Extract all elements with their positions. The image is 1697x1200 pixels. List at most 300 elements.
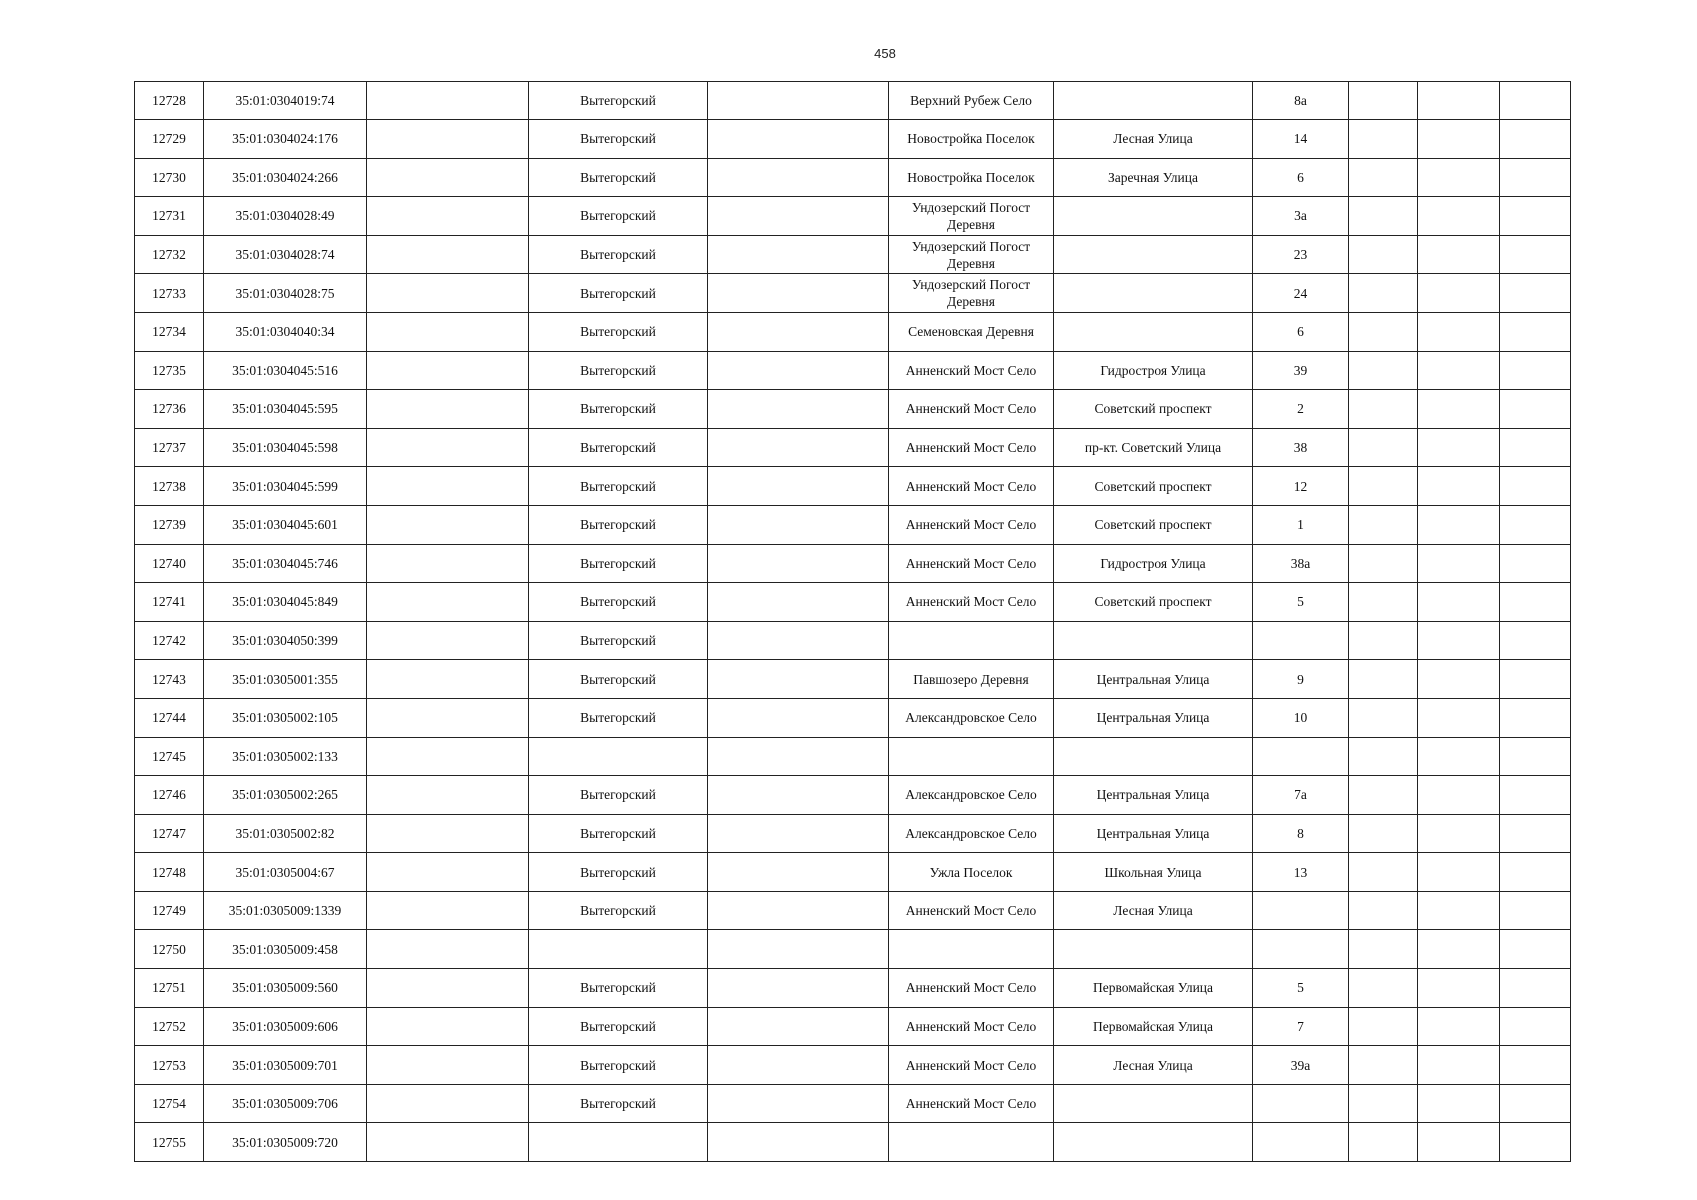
cadastral-number-cell: 35:01:0305002:105: [204, 698, 367, 737]
table-row: [135, 660, 1571, 699]
empty-cell: [1500, 969, 1571, 1008]
empty-cell: [367, 891, 529, 930]
empty-cell: [1349, 197, 1418, 236]
empty-cell: [1349, 467, 1418, 506]
row-number-cell: 12732: [135, 235, 204, 274]
cadastral-number-cell: 35:01:0305009:560: [204, 969, 367, 1008]
cadastral-number-cell: 35:01:0304045:595: [204, 390, 367, 429]
locality-cell: Ужла Поселок: [889, 853, 1054, 892]
empty-cell: [367, 621, 529, 660]
empty-cell: [367, 428, 529, 467]
empty-cell: [1500, 390, 1571, 429]
district-cell: [529, 930, 708, 969]
empty-cell: [1418, 1084, 1500, 1123]
district-cell: Вытегорский: [529, 82, 708, 120]
empty-cell: [708, 82, 889, 120]
row-number-cell: 12747: [135, 814, 204, 853]
empty-cell: [708, 969, 889, 1008]
street-cell: [1054, 235, 1253, 274]
street-cell: Первомайская Улица: [1054, 1007, 1253, 1046]
house-number-cell: [1253, 737, 1349, 776]
table-row: [135, 235, 1571, 274]
empty-cell: [708, 1123, 889, 1162]
house-number-cell: 10: [1253, 698, 1349, 737]
empty-cell: [1500, 1123, 1571, 1162]
empty-cell: [1349, 1084, 1418, 1123]
empty-cell: [708, 544, 889, 583]
empty-cell: [708, 158, 889, 197]
locality-cell: Анненский Мост Село: [889, 1046, 1054, 1085]
empty-cell: [708, 351, 889, 390]
locality-cell: Новостройка Поселок: [889, 120, 1054, 159]
table-row: [135, 930, 1571, 969]
table-row: [135, 467, 1571, 506]
empty-cell: [367, 737, 529, 776]
empty-cell: [708, 930, 889, 969]
street-cell: [1054, 312, 1253, 351]
district-cell: Вытегорский: [529, 158, 708, 197]
table-row: [135, 120, 1571, 159]
table-row: [135, 544, 1571, 583]
street-cell: Гидростроя Улица: [1054, 351, 1253, 390]
empty-cell: [1418, 930, 1500, 969]
district-cell: Вытегорский: [529, 1007, 708, 1046]
empty-cell: [1418, 274, 1500, 313]
empty-cell: [1349, 660, 1418, 699]
district-cell: Вытегорский: [529, 853, 708, 892]
district-cell: Вытегорский: [529, 235, 708, 274]
district-cell: Вытегорский: [529, 544, 708, 583]
empty-cell: [367, 544, 529, 583]
empty-cell: [1349, 120, 1418, 159]
street-cell: Заречная Улица: [1054, 158, 1253, 197]
empty-cell: [708, 197, 889, 236]
empty-cell: [708, 505, 889, 544]
house-number-cell: 3а: [1253, 197, 1349, 236]
house-number-cell: 1: [1253, 505, 1349, 544]
house-number-cell: [1253, 621, 1349, 660]
empty-cell: [1349, 621, 1418, 660]
district-cell: [529, 1123, 708, 1162]
empty-cell: [1418, 814, 1500, 853]
empty-cell: [708, 853, 889, 892]
district-cell: Вытегорский: [529, 312, 708, 351]
table-row: [135, 891, 1571, 930]
registry-table: [134, 81, 1571, 1162]
empty-cell: [1500, 312, 1571, 351]
street-cell: [1054, 621, 1253, 660]
empty-cell: [1500, 1084, 1571, 1123]
table-row: [135, 698, 1571, 737]
empty-cell: [1418, 467, 1500, 506]
table-row: [135, 82, 1571, 120]
empty-cell: [1349, 969, 1418, 1008]
cadastral-number-cell: 35:01:0305001:355: [204, 660, 367, 699]
locality-cell: Анненский Мост Село: [889, 467, 1054, 506]
house-number-cell: 5: [1253, 969, 1349, 1008]
street-cell: [1054, 1084, 1253, 1123]
street-cell: [1054, 197, 1253, 236]
house-number-cell: [1253, 930, 1349, 969]
cadastral-number-cell: 35:01:0305009:720: [204, 1123, 367, 1162]
cadastral-number-cell: 35:01:0304019:74: [204, 82, 367, 120]
district-cell: Вытегорский: [529, 1084, 708, 1123]
empty-cell: [1500, 351, 1571, 390]
empty-cell: [1500, 1046, 1571, 1085]
locality-cell: [889, 737, 1054, 776]
district-cell: Вытегорский: [529, 583, 708, 622]
cadastral-number-cell: 35:01:0305009:1339: [204, 891, 367, 930]
empty-cell: [1418, 776, 1500, 815]
empty-cell: [1349, 814, 1418, 853]
empty-cell: [1500, 120, 1571, 159]
locality-cell: Александровское Село: [889, 698, 1054, 737]
street-cell: [1054, 930, 1253, 969]
locality-cell: [889, 1123, 1054, 1162]
locality-cell: Анненский Мост Село: [889, 390, 1054, 429]
table-row: [135, 274, 1571, 313]
locality-cell: Павшозеро Деревня: [889, 660, 1054, 699]
locality-cell: Ундозерский Погост Деревня: [889, 235, 1054, 274]
empty-cell: [708, 274, 889, 313]
district-cell: Вытегорский: [529, 351, 708, 390]
row-number-cell: 12741: [135, 583, 204, 622]
empty-cell: [1418, 197, 1500, 236]
row-number-cell: 12738: [135, 467, 204, 506]
cadastral-number-cell: 35:01:0304028:49: [204, 197, 367, 236]
cadastral-number-cell: 35:01:0304045:601: [204, 505, 367, 544]
house-number-cell: 13: [1253, 853, 1349, 892]
empty-cell: [367, 351, 529, 390]
empty-cell: [367, 698, 529, 737]
empty-cell: [708, 776, 889, 815]
empty-cell: [367, 235, 529, 274]
empty-cell: [1418, 853, 1500, 892]
empty-cell: [708, 660, 889, 699]
empty-cell: [1500, 158, 1571, 197]
table-row: [135, 1123, 1571, 1162]
table-row: [135, 505, 1571, 544]
empty-cell: [1349, 505, 1418, 544]
district-cell: Вытегорский: [529, 660, 708, 699]
street-cell: Школьная Улица: [1054, 853, 1253, 892]
empty-cell: [1349, 891, 1418, 930]
empty-cell: [367, 82, 529, 120]
cadastral-number-cell: 35:01:0305009:458: [204, 930, 367, 969]
cadastral-number-cell: 35:01:0304028:75: [204, 274, 367, 313]
locality-cell: Ундозерский Погост Деревня: [889, 274, 1054, 313]
empty-cell: [1418, 737, 1500, 776]
row-number-cell: 12743: [135, 660, 204, 699]
empty-cell: [367, 1007, 529, 1046]
cadastral-number-cell: 35:01:0304040:34: [204, 312, 367, 351]
row-number-cell: 12733: [135, 274, 204, 313]
cadastral-number-cell: 35:01:0304024:176: [204, 120, 367, 159]
empty-cell: [1349, 1123, 1418, 1162]
empty-cell: [1500, 621, 1571, 660]
street-cell: Лесная Улица: [1054, 120, 1253, 159]
empty-cell: [1349, 1007, 1418, 1046]
locality-cell: [889, 621, 1054, 660]
street-cell: Советский проспект: [1054, 505, 1253, 544]
house-number-cell: 9: [1253, 660, 1349, 699]
row-number-cell: 12742: [135, 621, 204, 660]
row-number-cell: 12750: [135, 930, 204, 969]
house-number-cell: 5: [1253, 583, 1349, 622]
street-cell: Лесная Улица: [1054, 891, 1253, 930]
street-cell: Лесная Улица: [1054, 1046, 1253, 1085]
empty-cell: [1349, 274, 1418, 313]
street-cell: Советский проспект: [1054, 467, 1253, 506]
empty-cell: [1349, 235, 1418, 274]
row-number-cell: 12749: [135, 891, 204, 930]
locality-cell: Александровское Село: [889, 814, 1054, 853]
house-number-cell: 14: [1253, 120, 1349, 159]
empty-cell: [1349, 390, 1418, 429]
house-number-cell: 38а: [1253, 544, 1349, 583]
district-cell: Вытегорский: [529, 120, 708, 159]
street-cell: Первомайская Улица: [1054, 969, 1253, 1008]
empty-cell: [1500, 776, 1571, 815]
district-cell: Вытегорский: [529, 891, 708, 930]
empty-cell: [708, 621, 889, 660]
house-number-cell: 2: [1253, 390, 1349, 429]
table-row: [135, 1007, 1571, 1046]
empty-cell: [1418, 82, 1500, 120]
empty-cell: [1500, 930, 1571, 969]
empty-cell: [708, 698, 889, 737]
empty-cell: [367, 197, 529, 236]
empty-cell: [1349, 312, 1418, 351]
cadastral-number-cell: 35:01:0304045:516: [204, 351, 367, 390]
table-row: [135, 1046, 1571, 1085]
empty-cell: [367, 853, 529, 892]
empty-cell: [708, 312, 889, 351]
house-number-cell: 7: [1253, 1007, 1349, 1046]
table-row: [135, 312, 1571, 351]
street-cell: Советский проспект: [1054, 583, 1253, 622]
district-cell: Вытегорский: [529, 390, 708, 429]
empty-cell: [367, 274, 529, 313]
empty-cell: [1500, 82, 1571, 120]
empty-cell: [1418, 660, 1500, 699]
empty-cell: [708, 120, 889, 159]
empty-cell: [367, 660, 529, 699]
table-row: [135, 621, 1571, 660]
street-cell: [1054, 82, 1253, 120]
empty-cell: [1418, 583, 1500, 622]
empty-cell: [1500, 583, 1571, 622]
locality-cell: Семеновская Деревня: [889, 312, 1054, 351]
district-cell: Вытегорский: [529, 776, 708, 815]
empty-cell: [367, 467, 529, 506]
locality-cell: Верхний Рубеж Село: [889, 82, 1054, 120]
empty-cell: [708, 235, 889, 274]
row-number-cell: 12740: [135, 544, 204, 583]
cadastral-number-cell: 35:01:0305009:706: [204, 1084, 367, 1123]
row-number-cell: 12735: [135, 351, 204, 390]
locality-cell: Александровское Село: [889, 776, 1054, 815]
locality-cell: Анненский Мост Село: [889, 544, 1054, 583]
empty-cell: [1418, 120, 1500, 159]
empty-cell: [1500, 737, 1571, 776]
table-row: [135, 776, 1571, 815]
locality-cell: Новостройка Поселок: [889, 158, 1054, 197]
row-number-cell: 12730: [135, 158, 204, 197]
empty-cell: [708, 1007, 889, 1046]
empty-cell: [1418, 312, 1500, 351]
empty-cell: [1418, 969, 1500, 1008]
house-number-cell: 12: [1253, 467, 1349, 506]
row-number-cell: 12751: [135, 969, 204, 1008]
empty-cell: [1500, 274, 1571, 313]
empty-cell: [367, 969, 529, 1008]
street-cell: Центральная Улица: [1054, 698, 1253, 737]
row-number-cell: 12734: [135, 312, 204, 351]
empty-cell: [1418, 621, 1500, 660]
empty-cell: [367, 1123, 529, 1162]
house-number-cell: 23: [1253, 235, 1349, 274]
district-cell: Вытегорский: [529, 698, 708, 737]
table-row: [135, 583, 1571, 622]
house-number-cell: 8: [1253, 814, 1349, 853]
empty-cell: [1418, 891, 1500, 930]
row-number-cell: 12731: [135, 197, 204, 236]
empty-cell: [367, 505, 529, 544]
row-number-cell: 12739: [135, 505, 204, 544]
cadastral-number-cell: 35:01:0304050:399: [204, 621, 367, 660]
street-cell: [1054, 274, 1253, 313]
empty-cell: [1500, 544, 1571, 583]
street-cell: [1054, 1123, 1253, 1162]
house-number-cell: 7а: [1253, 776, 1349, 815]
street-cell: пр-кт. Советский Улица: [1054, 428, 1253, 467]
empty-cell: [1500, 505, 1571, 544]
empty-cell: [1349, 776, 1418, 815]
locality-cell: Анненский Мост Село: [889, 1084, 1054, 1123]
cadastral-number-cell: 35:01:0305009:701: [204, 1046, 367, 1085]
empty-cell: [708, 583, 889, 622]
empty-cell: [1418, 158, 1500, 197]
empty-cell: [708, 891, 889, 930]
house-number-cell: 38: [1253, 428, 1349, 467]
empty-cell: [1349, 930, 1418, 969]
locality-cell: Анненский Мост Село: [889, 583, 1054, 622]
cadastral-number-cell: 35:01:0304045:598: [204, 428, 367, 467]
empty-cell: [1500, 814, 1571, 853]
house-number-cell: 39а: [1253, 1046, 1349, 1085]
row-number-cell: 12752: [135, 1007, 204, 1046]
house-number-cell: 8а: [1253, 82, 1349, 120]
table-row: [135, 428, 1571, 467]
street-cell: Центральная Улица: [1054, 776, 1253, 815]
empty-cell: [708, 814, 889, 853]
empty-cell: [1418, 1123, 1500, 1162]
empty-cell: [1500, 1007, 1571, 1046]
row-number-cell: 12748: [135, 853, 204, 892]
district-cell: Вытегорский: [529, 1046, 708, 1085]
district-cell: Вытегорский: [529, 274, 708, 313]
empty-cell: [1418, 505, 1500, 544]
table-row: [135, 351, 1571, 390]
locality-cell: Анненский Мост Село: [889, 505, 1054, 544]
empty-cell: [708, 737, 889, 776]
row-number-cell: 12745: [135, 737, 204, 776]
empty-cell: [708, 1084, 889, 1123]
cadastral-number-cell: 35:01:0304045:746: [204, 544, 367, 583]
empty-cell: [1500, 698, 1571, 737]
empty-cell: [1349, 428, 1418, 467]
cadastral-number-cell: 35:01:0305009:606: [204, 1007, 367, 1046]
table-row: [135, 814, 1571, 853]
house-number-cell: 6: [1253, 158, 1349, 197]
row-number-cell: 12744: [135, 698, 204, 737]
street-cell: Советский проспект: [1054, 390, 1253, 429]
empty-cell: [367, 814, 529, 853]
empty-cell: [1418, 1046, 1500, 1085]
district-cell: Вытегорский: [529, 197, 708, 236]
cadastral-number-cell: 35:01:0305002:265: [204, 776, 367, 815]
empty-cell: [1349, 82, 1418, 120]
empty-cell: [367, 120, 529, 159]
empty-cell: [1418, 351, 1500, 390]
table-row: [135, 390, 1571, 429]
street-cell: [1054, 737, 1253, 776]
locality-cell: Анненский Мост Село: [889, 1007, 1054, 1046]
district-cell: Вытегорский: [529, 467, 708, 506]
empty-cell: [1349, 583, 1418, 622]
row-number-cell: 12755: [135, 1123, 204, 1162]
row-number-cell: 12737: [135, 428, 204, 467]
street-cell: Гидростроя Улица: [1054, 544, 1253, 583]
empty-cell: [1500, 197, 1571, 236]
table-row: [135, 158, 1571, 197]
empty-cell: [1418, 1007, 1500, 1046]
empty-cell: [708, 390, 889, 429]
empty-cell: [1418, 390, 1500, 429]
cadastral-number-cell: 35:01:0304028:74: [204, 235, 367, 274]
house-number-cell: [1253, 1084, 1349, 1123]
house-number-cell: 6: [1253, 312, 1349, 351]
row-number-cell: 12728: [135, 82, 204, 120]
empty-cell: [1500, 467, 1571, 506]
house-number-cell: [1253, 891, 1349, 930]
empty-cell: [1500, 428, 1571, 467]
row-number-cell: 12754: [135, 1084, 204, 1123]
cadastral-number-cell: 35:01:0304024:266: [204, 158, 367, 197]
locality-cell: Анненский Мост Село: [889, 428, 1054, 467]
row-number-cell: 12729: [135, 120, 204, 159]
empty-cell: [367, 776, 529, 815]
cadastral-number-cell: 35:01:0305002:133: [204, 737, 367, 776]
district-cell: Вытегорский: [529, 428, 708, 467]
table-body: [135, 82, 1571, 1162]
empty-cell: [708, 428, 889, 467]
empty-cell: [1349, 351, 1418, 390]
empty-cell: [1418, 698, 1500, 737]
empty-cell: [1500, 235, 1571, 274]
empty-cell: [1418, 428, 1500, 467]
table-row: [135, 737, 1571, 776]
house-number-cell: 24: [1253, 274, 1349, 313]
locality-cell: Анненский Мост Село: [889, 969, 1054, 1008]
row-number-cell: 12753: [135, 1046, 204, 1085]
empty-cell: [1418, 235, 1500, 274]
empty-cell: [367, 312, 529, 351]
empty-cell: [367, 1084, 529, 1123]
empty-cell: [367, 390, 529, 429]
street-cell: Центральная Улица: [1054, 814, 1253, 853]
